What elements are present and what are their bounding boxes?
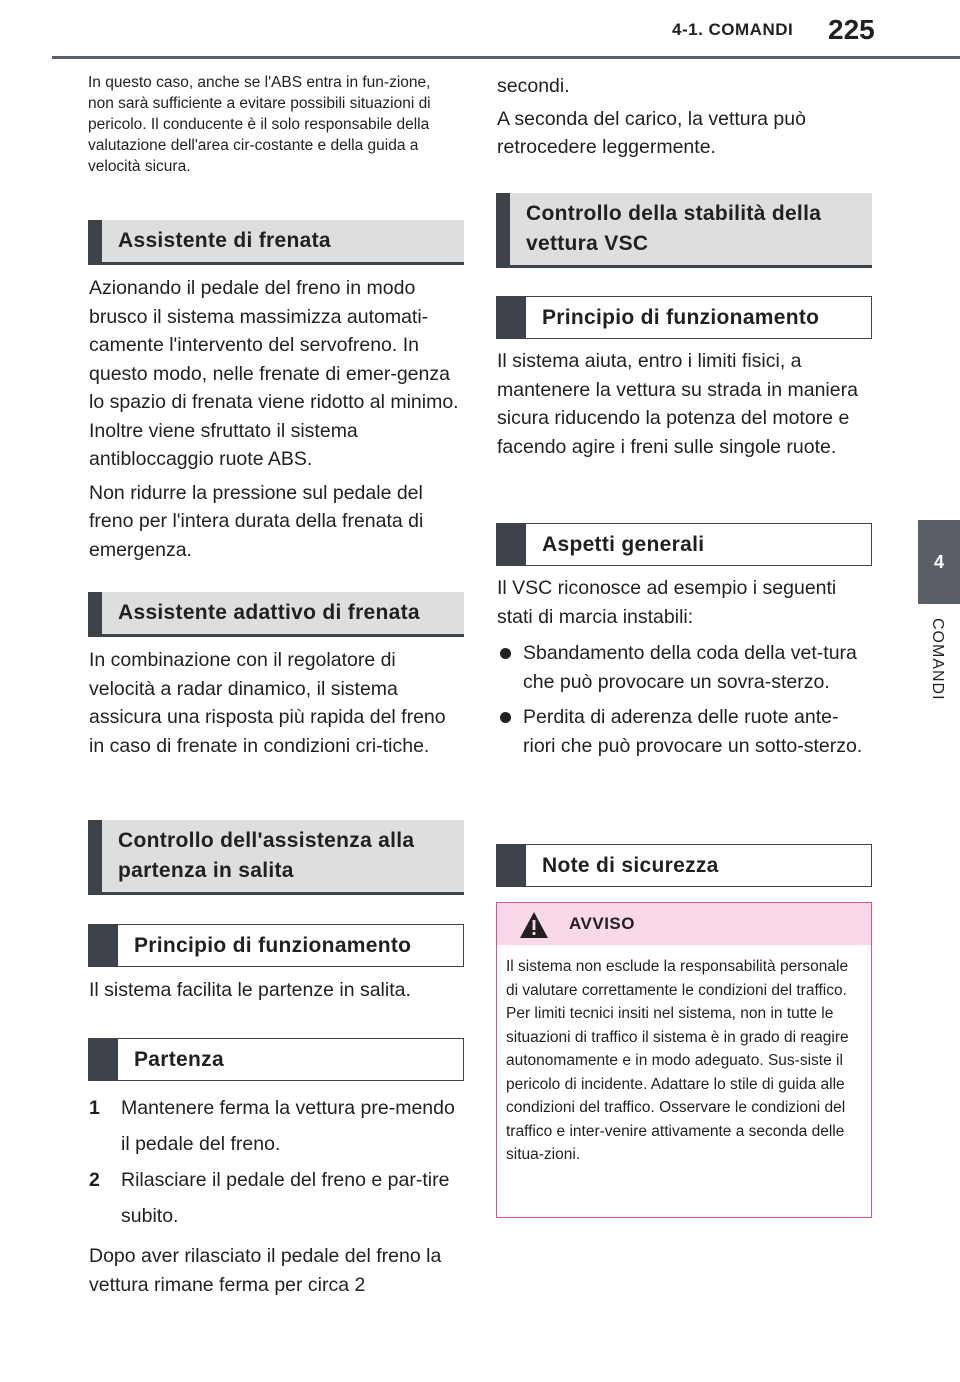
list-item: Perdita di aderenza delle ruote ante-riori che può provocare un sotto-sterzo. — [497, 703, 869, 760]
list-item: Sbandamento della coda della vet-tura che può provocare un sovra-sterzo. — [497, 639, 869, 696]
adaptive-paragraph: In combinazione con il regolatore di velocità a radar dinamico, il sistema assicura una risposta più rapida del freno in caso di frenate in condizioni cri-tiche. — [89, 649, 446, 757]
heading-vsc: Controllo della stabilità della vettura VSC — [496, 193, 872, 268]
continuation-2: A seconda del carico, la vettura può retrocedere leggermente. — [497, 107, 806, 158]
step-number: 1 — [89, 1097, 100, 1119]
general-paragraph: Il VSC riconosce ad esempio i seguenti stati di marcia instabili: — [497, 577, 837, 628]
after-release-paragraph: Dopo aver rilasciato il pedale del freno la vettura rimane ferma per circa 2 — [89, 1245, 442, 1296]
left-intro — [88, 72, 458, 177]
step-number: 2 — [89, 1169, 100, 1191]
warning-text: Il sistema non esclude la responsabilità personale di valutare correttamente le condizioni del traffico. Per limiti tecnici insiti nel sistema, non in tutte le situazioni di traffico il sistema è in grado di reagire autonomamente e in modo adeguato. Sus-siste il pericolo di incidente. Adattare lo stile di guida alle condizioni del traffico. Osservare le condizioni del traffico e inter-venire attivamente a seconda delle situa-zioni. — [506, 958, 849, 1163]
principle-left-text — [89, 976, 461, 1005]
heading-hill-start: Controllo dell'assistenza alla partenza in salita — [88, 820, 464, 895]
intro-paragraph: In questo caso, anche se l'ABS entra in fun-zione, non sarà sufficiente a evitare possibili situazioni di pericolo. Il conducente è il solo responsabile della valutazione dell'area cir-costante e della guida a velocità sicura. — [88, 74, 431, 175]
warning-box — [496, 902, 872, 1218]
step-text: Rilasciare il pedale del freno e par-tire subito. — [121, 1169, 450, 1227]
right-continuation — [497, 72, 869, 162]
heading-start: Partenza — [88, 1038, 464, 1081]
adaptive-text — [89, 646, 461, 760]
heading-principle-right: Principio di funzionamento — [496, 296, 872, 339]
start-steps — [89, 1090, 461, 1299]
brake-assist-text — [89, 274, 461, 564]
chapter-label: COMANDI — [929, 618, 946, 701]
principle-left-paragraph: Il sistema facilita le partenze in salita. — [89, 979, 411, 1001]
continuation-1: secondi. — [497, 75, 570, 97]
warning-title: AVVISO — [569, 914, 635, 933]
chapter-tab[interactable]: 4 — [918, 520, 960, 604]
page-number: 225 — [828, 14, 875, 45]
heading-adaptive-brake-assist: Assistente adattivo di frenata — [88, 592, 464, 637]
brake-assist-paragraph-1: Azionando il pedale del freno in modo brusco il sistema massimizza automati-camente l'intervento del servofreno. In questo modo, nelle frenate di emer-genza lo spazio di frenata viene ridotto al minimo. Inoltre viene sfruttato il sistema antibloccaggio ruote ABS. — [89, 277, 459, 470]
principle-right-paragraph: Il sistema aiuta, entro i limiti fisici, a mantenere la vettura su strada in maniera sicura riducendo la potenza del motore e facendo agire i freni sulle singole ruote. — [497, 350, 858, 458]
heading-safety: Note di sicurezza — [496, 844, 872, 887]
warning-triangle-icon — [519, 911, 549, 939]
heading-brake-assist: Assistente di frenata — [88, 220, 464, 265]
brake-assist-paragraph-2: Non ridurre la pressione sul pedale del freno per l'intera durata della frenata di emergenza. — [89, 481, 424, 561]
warning-header — [497, 903, 871, 945]
step-2 — [89, 1162, 461, 1234]
step-text: Mantenere ferma la vettura pre-mendo il pedale del freno. — [121, 1097, 455, 1155]
section-title: 4-1. COMANDI — [672, 20, 794, 39]
instability-list — [497, 639, 869, 760]
heading-principle-left: Principio di funzionamento — [88, 924, 464, 967]
heading-general: Aspetti generali — [496, 523, 872, 566]
header-rule — [52, 56, 960, 59]
step-1 — [89, 1090, 461, 1162]
general-text — [497, 574, 869, 767]
principle-right-text — [497, 347, 869, 461]
